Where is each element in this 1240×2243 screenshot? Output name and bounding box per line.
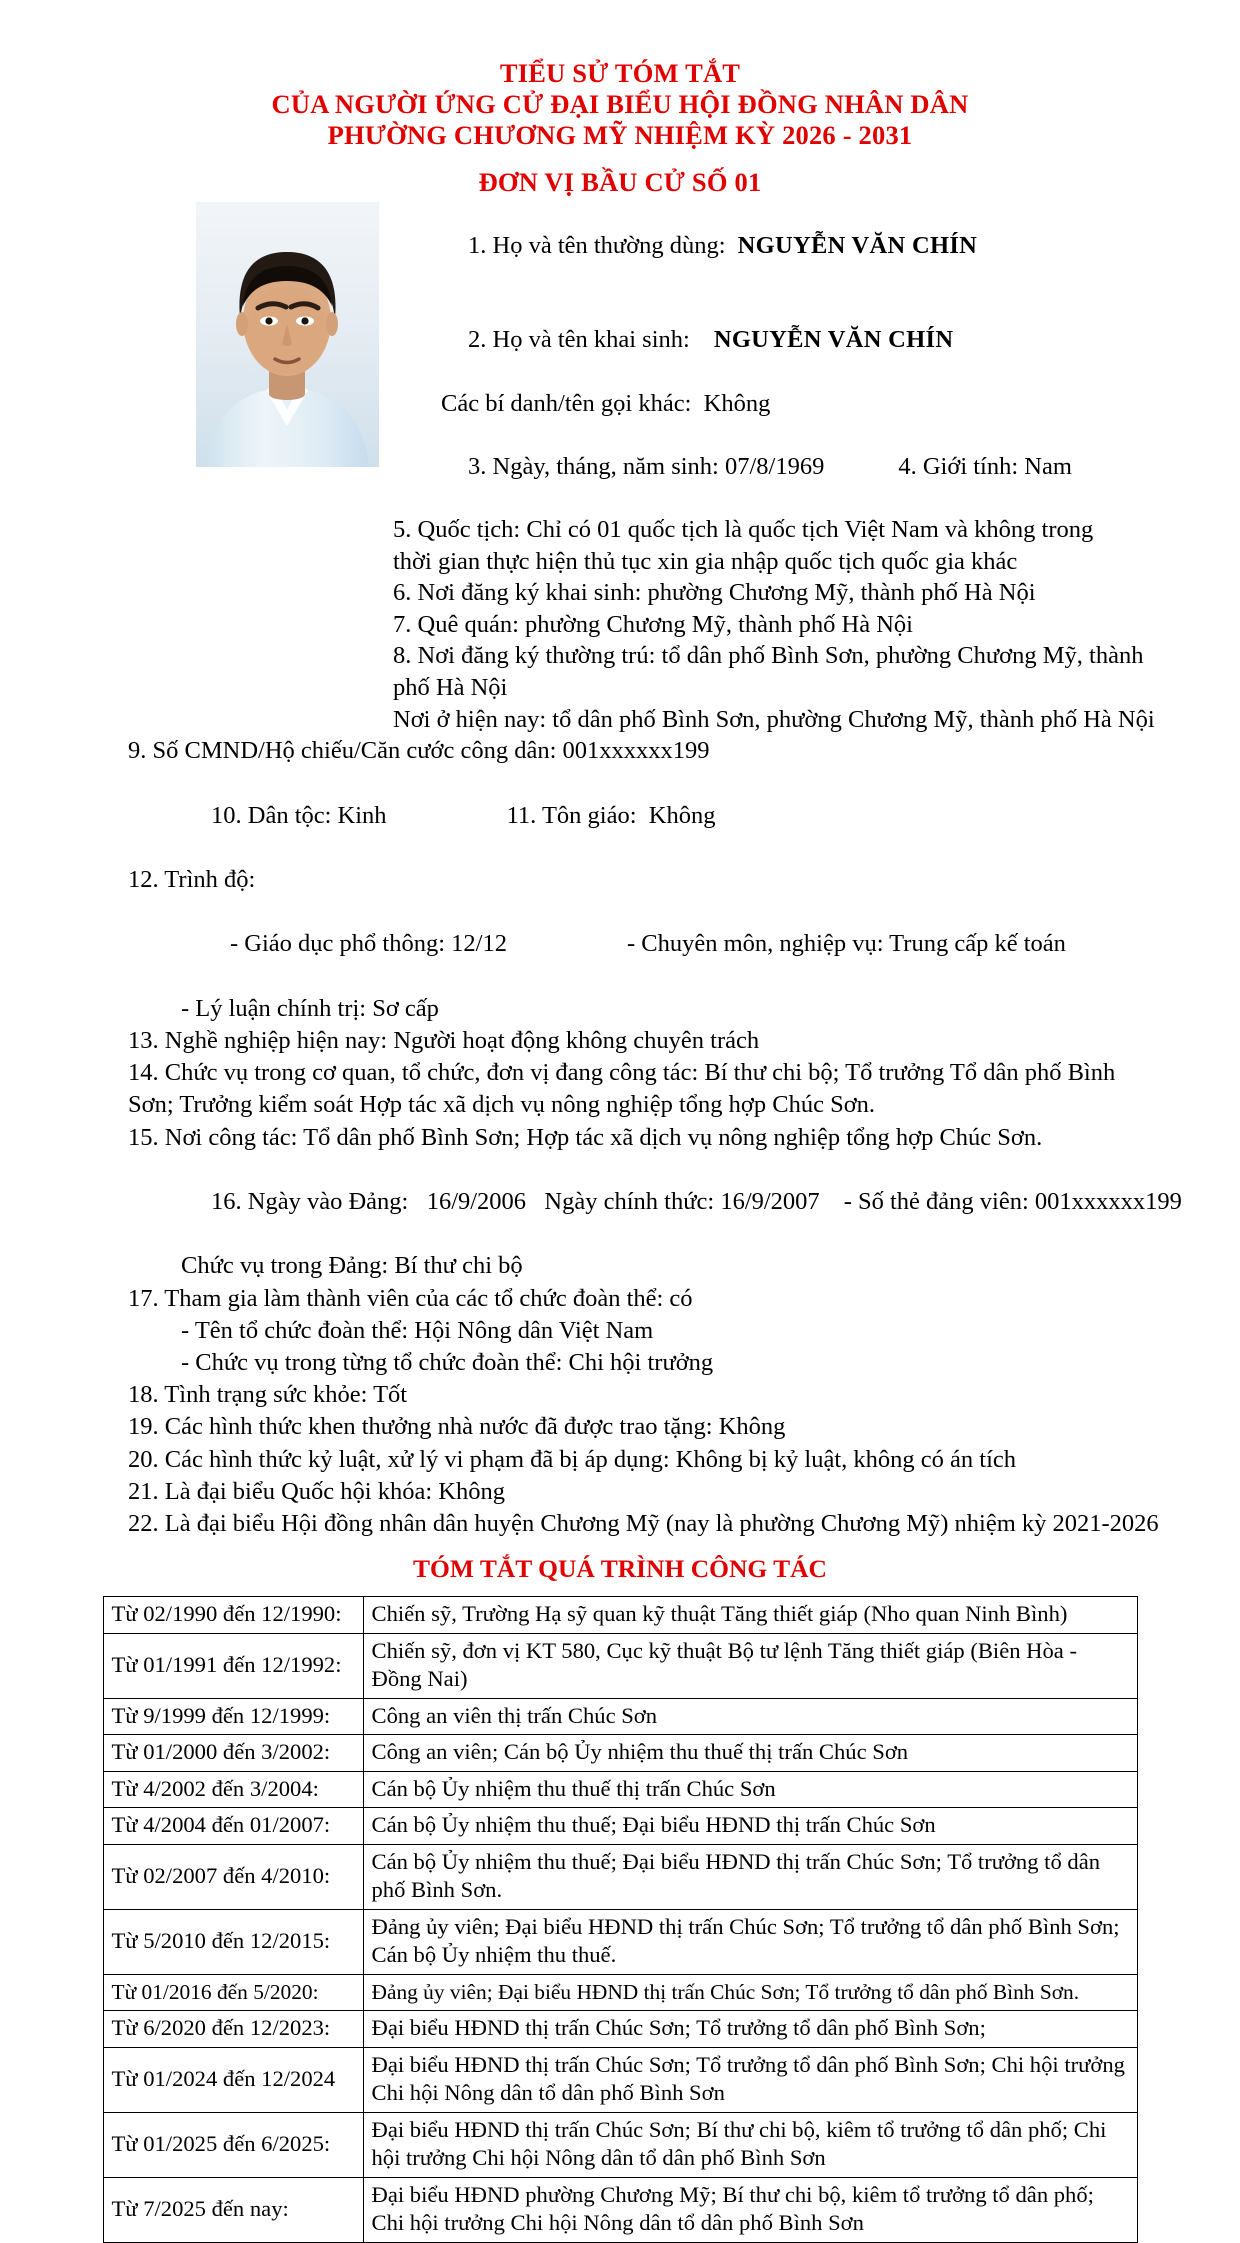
field-party-join-date: 16. Ngày vào Đảng: 16/9/2006 Ngày chính thức: 16/9/2007 [211,1187,820,1215]
table-row [103,1597,1137,1634]
table-row [103,1909,1137,1974]
field-birth-name [393,293,1188,388]
field-hometown: 7. Quê quán: phường Chương Mỹ, thành phố Hà Nội [393,610,913,638]
career-history-table [103,1596,1138,2243]
indented-fields-block [393,198,1188,735]
career-period: Từ 01/2024 đến 12/2024 [103,2047,363,2112]
field-dob: 3. Ngày, tháng, năm sinh: 07/8/1969 [468,452,825,480]
career-detail: Đại biểu HĐND thị trấn Chúc Sơn; Tổ trưởng tổ dân phố Bình Sơn; [363,2011,1137,2048]
field-gender: 4. Giới tính: Nam [898,452,1072,480]
field-nationality-line-1: 5. Quốc tịch: Chỉ có 01 quốc tịch là quốc tịch Việt Nam và không trong [393,515,1094,543]
field-party-dates [128,1154,1192,1251]
field-current-residence: Nơi ở hiện nay: tổ dân phố Bình Sơn, phường Chương Mỹ, thành phố Hà Nội [393,705,1155,733]
table-row [103,2047,1137,2112]
field-dob-gender [393,419,1188,514]
field-general-education: - Giáo dục phổ thông: 12/12 [230,930,507,958]
career-period: Từ 9/1999 đến 12/1999: [103,1698,363,1735]
table-row [103,1735,1137,1772]
career-detail: Cán bộ Ủy nhiệm thu thuế; Đại biểu HĐND thị trấn Chúc Sơn; Tổ trưởng tổ dân phố Bình Sơn. [363,1844,1137,1909]
table-row [103,2177,1137,2242]
field-occupation: 13. Nghề nghiệp hiện nay: Người hoạt động không chuyên trách [128,1026,760,1054]
career-period: Từ 02/2007 đến 4/2010: [103,1844,363,1909]
field-aliases: Các bí danh/tên gọi khác: Không [441,389,771,417]
career-detail: Cán bộ Ủy nhiệm thu thuế thị trấn Chúc Sơn [363,1771,1137,1808]
field-organizations: 17. Tham gia làm thành viên của các tổ chức đoàn thể: có [128,1284,693,1312]
field-peoples-council: 22. Là đại biểu Hội đồng nhân dân huyện Chương Mỹ (nay là phường Chương Mỹ) nhiệm kỳ 2021-2026 [128,1509,1159,1537]
field-organization-name: - Tên tổ chức đoàn thể: Hội Nông dân Việt Nam [181,1316,654,1344]
career-period: Từ 02/1990 đến 12/1990: [103,1597,363,1634]
career-detail: Đảng ủy viên; Đại biểu HĐND thị trấn Chúc Sơn; Tổ trưởng tổ dân phố Bình Sơn; Cán bộ Ủy nhiệm thu thuế. [363,1909,1137,1974]
career-period: Từ 4/2004 đến 01/2007: [103,1808,363,1845]
career-period: Từ 6/2020 đến 12/2023: [103,2011,363,2048]
header-title-line-2: CỦA NGƯỜI ỨNG CỬ ĐẠI BIỂU HỘI ĐỒNG NHÂN DÂN [271,89,969,119]
field-party-position: Chức vụ trong Đảng: Bí thư chi bộ [181,1252,523,1280]
header-electoral-unit: ĐƠN VỊ BẦU CỬ SỐ 01 [478,167,762,197]
table-row [103,1633,1137,1698]
table-row [103,1808,1137,1845]
career-period: Từ 01/2000 đến 3/2002: [103,1735,363,1772]
career-table-body [103,1597,1137,2243]
field-birth-registration: 6. Nơi đăng ký khai sinh: phường Chương Mỹ, thành phố Hà Nội [393,579,1036,607]
career-detail: Đại biểu HĐND thị trấn Chúc Sơn; Tổ trưởng tổ dân phố Bình Sơn; Chi hội trưởng Chi hội Nông dân tổ dân phố Bình Sơn [363,2047,1137,2112]
biography-body [0,198,1240,2243]
career-detail: Đại biểu HĐND thị trấn Chúc Sơn; Bí thư chi bộ, kiêm tổ trưởng tổ dân phố; Chi hội trưởng Chi hội Nông dân tổ dân phố Bình Sơn [363,2112,1137,2177]
field-party-card-number: - Số thẻ đảng viên: 001xxxxxx199 [843,1187,1182,1215]
field-birth-name-label: 2. Họ và tên khai sinh: [468,326,690,354]
career-period: Từ 01/2025 đến 6/2025: [103,2112,363,2177]
field-health: 18. Tình trạng sức khỏe: Tốt [128,1381,408,1409]
career-period: Từ 01/2016 đến 5/2020: [103,1974,363,2011]
field-common-name-label: 1. Họ và tên thường dùng: [468,231,726,259]
career-detail: Chiến sỹ, đơn vị KT 580, Cục kỹ thuật Bộ tư lệnh Tăng thiết giáp (Biên Hòa - Đồng Nai) [363,1633,1137,1698]
career-detail: Đại biểu HĐND phường Chương Mỹ; Bí thư chi bộ, kiêm tổ trưởng tổ dân phố; Chi hội trưởng Chi hội Nông dân tổ dân phố Bình Sơn [363,2177,1137,2242]
field-permanent-residence-line-2: phố Hà Nội [393,673,508,701]
table-row [103,1844,1137,1909]
fullwidth-fields-block [128,735,1192,1540]
table-row [103,2011,1137,2048]
field-position-line-1: 14. Chức vụ trong cơ quan, tổ chức, đơn vị đang công tác: Bí thư chi bộ; Tổ trưởng Tổ dân phố Bình [128,1059,1116,1087]
table-row [103,1771,1137,1808]
field-political-theory: - Lý luận chính trị: Sơ cấp [181,994,439,1022]
document-header [0,0,1240,198]
field-professional-education: - Chuyên môn, nghiệp vụ: Trung cấp kế toán [626,930,1066,958]
field-birth-name-value: NGUYỄN VĂN CHÍN [713,326,954,354]
field-education-heading: 12. Trình độ: [128,865,256,893]
career-detail: Đảng ủy viên; Đại biểu HĐND thị trấn Chúc Sơn; Tổ trưởng tổ dân phố Bình Sơn. [363,1974,1137,2011]
career-detail: Công an viên; Cán bộ Ủy nhiệm thu thuế thị trấn Chúc Sơn [363,1735,1137,1772]
header-title-line-1: TIỂU SỬ TÓM TẮT [499,58,741,88]
table-row [103,1698,1137,1735]
field-awards: 19. Các hình thức khen thưởng nhà nước đã được trao tặng: Không [128,1413,786,1441]
career-period: Từ 01/1991 đến 12/1992: [103,1633,363,1698]
field-common-name-value: NGUYỄN VĂN CHÍN [737,231,978,259]
field-workplace: 15. Nơi công tác: Tổ dân phố Bình Sơn; Hợp tác xã dịch vụ nông nghiệp tổng hợp Chúc Sơn. [128,1123,1043,1151]
career-period: Từ 5/2010 đến 12/2015: [103,1909,363,1974]
career-period: Từ 4/2002 đến 3/2004: [103,1771,363,1808]
field-organization-position: - Chức vụ trong từng tổ chức đoàn thể: Chi hội trưởng [181,1348,714,1376]
table-row [103,2112,1137,2177]
table-row [103,1974,1137,2011]
field-permanent-residence-line-1: 8. Nơi đăng ký thường trú: tổ dân phố Bình Sơn, phường Chương Mỹ, thành [393,642,1144,670]
career-period: Từ 7/2025 đến nay: [103,2177,363,2242]
field-common-name [393,198,1188,293]
career-section-title: TÓM TẮT QUÁ TRÌNH CÔNG TÁC [413,1554,827,1584]
field-id-number: 9. Số CMND/Hộ chiếu/Căn cước công dân: 001xxxxxx199 [128,737,710,765]
field-ethnicity-religion [128,767,1192,864]
career-detail: Công an viên thị trấn Chúc Sơn [363,1698,1137,1735]
header-title-line-3: PHƯỜNG CHƯƠNG MỸ NHIỆM KỲ 2026 - 2031 [327,120,913,150]
field-national-assembly: 21. Là đại biểu Quốc hội khóa: Không [128,1477,505,1505]
career-detail: Chiến sỹ, Trường Hạ sỹ quan kỹ thuật Tăng thiết giáp (Nho quan Ninh Bình) [363,1597,1137,1634]
field-education-detail [128,896,1192,993]
field-discipline: 20. Các hình thức kỷ luật, xử lý vi phạm đã bị áp dụng: Không bị kỷ luật, không có án tích [128,1445,1017,1473]
field-nationality-line-2: thời gian thực hiện thủ tục xin gia nhập quốc tịch quốc gia khác [393,547,1018,575]
career-detail: Cán bộ Ủy nhiệm thu thuế; Đại biểu HĐND thị trấn Chúc Sơn [363,1808,1137,1845]
field-ethnicity: 10. Dân tộc: Kinh [211,801,387,829]
field-position-line-2: Sơn; Trưởng kiểm soát Hợp tác xã dịch vụ nông nghiệp tổng hợp Chúc Sơn. [128,1091,876,1119]
field-religion: 11. Tôn giáo: Không [506,801,716,829]
